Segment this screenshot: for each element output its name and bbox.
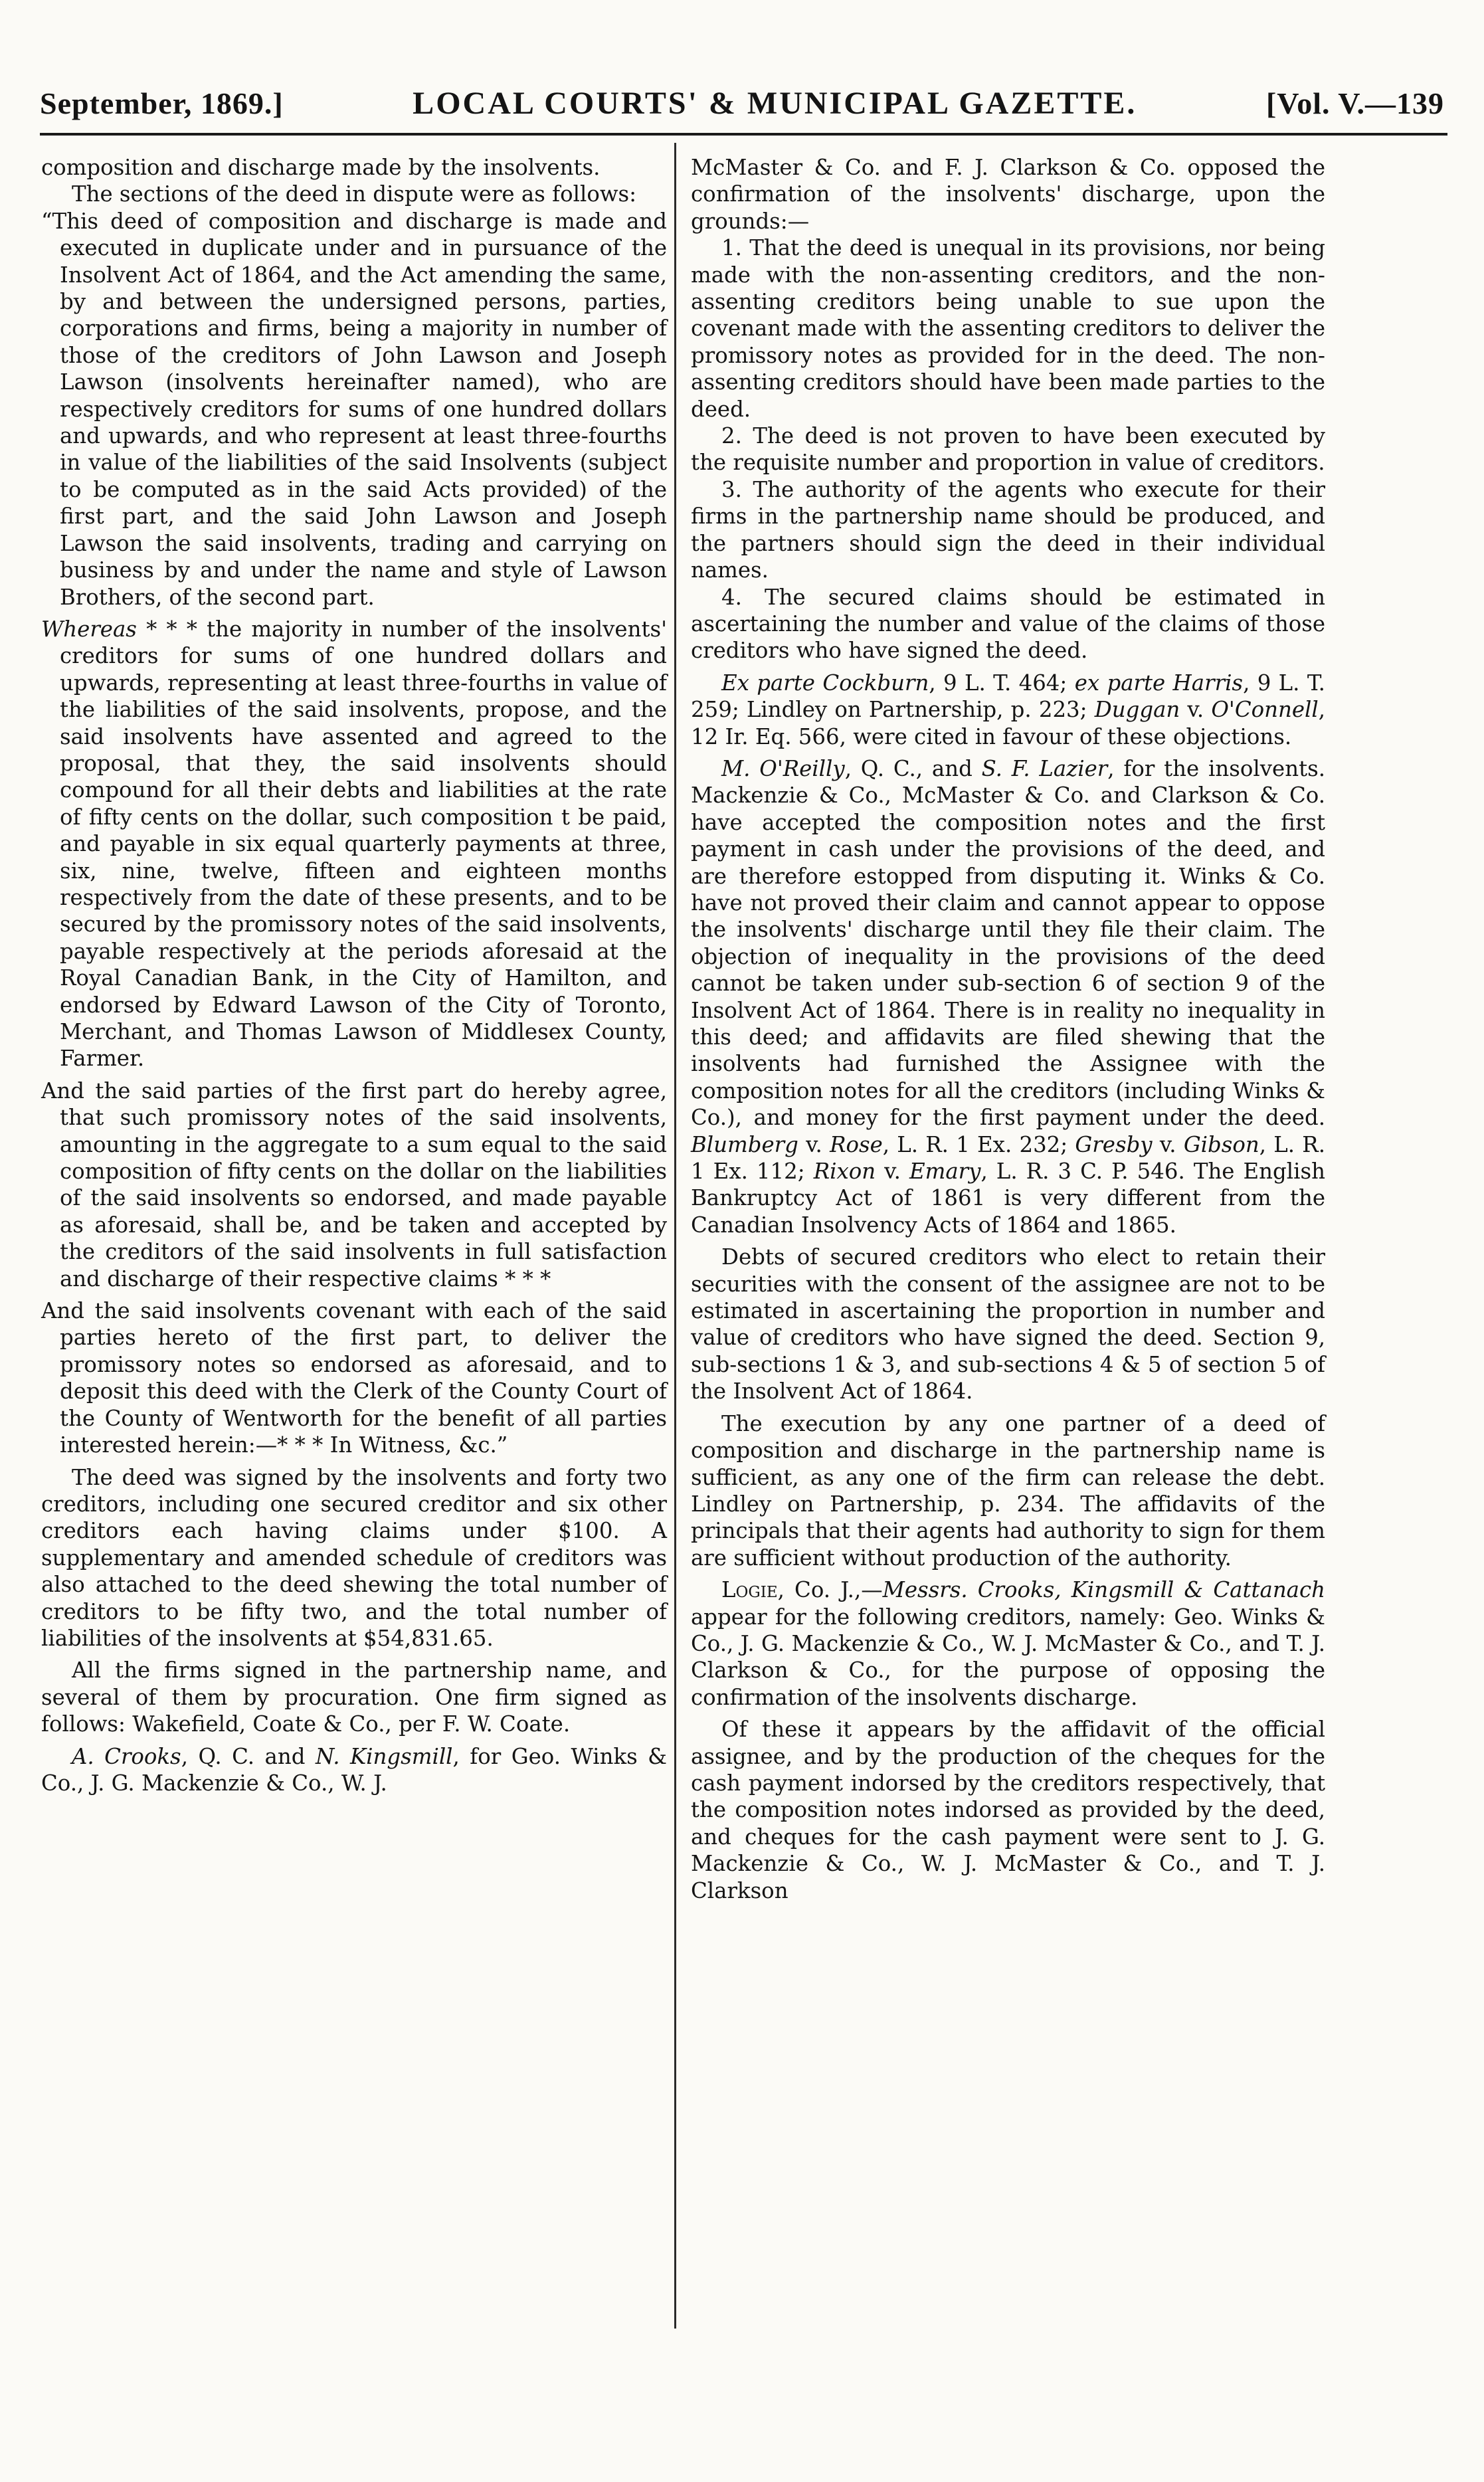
- text-run: , for the insolvents. Mackenzie & Co., McMaster & Co. and Clarkson & Co. have accepted the composition notes and the first payment in cash under the provisions of the deed, and are therefore estopped from disputing it. Winks & Co. have not proved their claim and cannot appear to oppose the insolvents' discharge until they file their claim. The objection of inequality in the provisions of the deed cannot be taken under sub-section 6 of section 9 of the Insolvent Act of 1864. There is in reality no inequality in this deed; and affidavits are filed shewing that the insolvents had furnished the Assignee with the composition notes for all the creditors (including Winks & Co.), and money for the first payment under the deed.: [691, 755, 1325, 1131]
- paragraph: McMaster & Co. and F. J. Clarkson & Co. opposed the confirmation of the insolvents' discharge, upon the grounds:—: [691, 155, 1325, 234]
- deed-covenant: And the said insolvents covenant with each of the said parties hereto of the first part, to deliver the promissory notes so endorsed as aforesaid, and to deposit this deed with the Clerk of the County Court of the County of Wentworth for the benefit of all parties interested herein:—* * * In Witness, &c.”: [41, 1298, 667, 1458]
- case-name: Rixon: [813, 1159, 876, 1185]
- header-rule: [40, 133, 1447, 136]
- running-header: [40, 76, 1444, 130]
- citations-paragraph: [691, 670, 1325, 750]
- case-name: Duggan: [1094, 697, 1180, 723]
- case-name: ex parte Harris: [1074, 670, 1244, 696]
- text-run: , Co. J.,—: [777, 1577, 883, 1603]
- paragraph: Of these it appears by the affidavit of the official assignee, and by the production of the cheques for the cash payment indorsed by the creditors respectively, that the composition notes indorsed as provided by the deed, and cheques for the cash payment were sent to J. G. Mackenzie & Co., W. J. McMaster & Co., and T. J. Clarkson: [691, 1717, 1325, 1903]
- text-run: appear for the following creditors, namely: Geo. Winks & Co., J. G. Mackenzie & Co., W. J. McMaster & Co., and T. J. Clarkson & Co., for the purpose of opposing the confirmation of the insolvents discharge.: [691, 1604, 1325, 1710]
- left-column: [41, 154, 667, 1796]
- text-run: , 12 Ir. Eq. 566, were cited in favour of these objections.: [691, 697, 1326, 749]
- counsel-paragraph: [41, 1743, 667, 1797]
- paragraph: Debts of secured creditors who elect to retain their securities with the consent of the assignee are not to be estimated in ascertaining the proportion in number and value of creditors who have signed the deed. Section 9, sub-sections 1 & 3, and sub-sections 4 & 5 of section 5 of the Insolvent Act of 1864.: [691, 1244, 1325, 1404]
- text-run: , 9 L. T. 259; Lindley on Partnership, p. 223;: [691, 670, 1325, 723]
- whereas-word: Whereas: [41, 616, 137, 642]
- ground-3: 3. The authority of the agents who execute for their firms in the partnership name should be produced, and the partners should sign the deed in their individual names.: [691, 476, 1325, 583]
- whereas-text: * * * the majority in number of the insolvents' creditors for sums of one hundred dollars and upwards, representing at least three-fourths in value of the liabilities of the said insolvents, propose, and the said insolvents have assented and agreed to the proposal, that they, the said insolvents should compound for all their debts and liabilities at the rate of fifty cents on the dollar, such composition t be paid, and payable in six equal quarterly payments at three, six, nine, twelve, fifteen and eighteen months respectively from the date of these presents, and to be secured by the promissory notes of the said insolvents, payable respectively at the periods aforesaid at the Royal Canadian Bank, in the City of Hamilton, and endorsed by Edward Lawson of the City of Toronto, Merchant, and Thomas Lawson of Middlesex County, Farmer.: [60, 616, 667, 1072]
- case-name: Blumberg: [691, 1131, 798, 1157]
- case-name: Gresby: [1075, 1131, 1153, 1157]
- counsel-name: N. Kingsmill: [315, 1743, 453, 1769]
- insolvents-argument: [691, 755, 1325, 1238]
- text-run: , Q. C. and: [181, 1743, 316, 1769]
- case-name: Emary: [909, 1159, 981, 1185]
- text-run: v.: [1152, 1131, 1184, 1157]
- text-run: , L. R. 1 Ex. 112;: [691, 1131, 1325, 1185]
- right-column: [691, 154, 1325, 1904]
- text-run: , 9 L. T. 464;: [929, 670, 1075, 696]
- case-name: O'Connell: [1211, 697, 1319, 723]
- text-run: v.: [1180, 697, 1212, 723]
- counsel-name: A. Crooks: [72, 1743, 181, 1769]
- header-title: LOCAL COURTS' & MUNICIPAL GAZETTE.: [413, 85, 1137, 121]
- ground-1: 1. That the deed is unequal in its provisions, nor being made with the non-assenting creditors, and the non-assenting creditors being unable to sue upon the covenant made with the assenting creditors to deliver the promissory notes as provided for in the deed. The non-assenting creditors should have been made parties to the deed.: [691, 235, 1325, 422]
- text-run: , L. R. 3 C. P. 546. The English Bankruptcy Act of 1861 is very different from the Canadian Insolvency Acts of 1864 and 1865.: [691, 1159, 1325, 1238]
- text-run: , Q. C., and: [844, 755, 982, 781]
- counsel-name: M. O'Reilly: [721, 755, 845, 781]
- text-run: , for Geo. Winks & Co., J. G. Mackenzie & Co., W. J.: [41, 1743, 667, 1796]
- header-date: September, 1869.]: [40, 86, 284, 120]
- text-run: , L. R. 1 Ex. 232;: [882, 1131, 1075, 1157]
- deed-quote: “This deed of composition and discharge is made and executed in duplicate under and in pursuance of the Insolvent Act of 1864, and the Act amending the same, by and between the undersigned persons, parties, corporations and firms, being a majority in number of those of the creditors of John Lawson and Joseph Lawson (insolvents hereinafter named), who are respectively creditors for sums of one hundred dollars and upwards, and who represent at least three-fourths in value of the liabilities of the said Insolvents (subject to be computed as in the said Acts provided) of the first part, and the said John Lawson and Joseph Lawson the said insolvents, trading and carrying on business by and under the name and style of Lawson Brothers, of the second part.: [41, 208, 667, 610]
- paragraph: All the firms signed in the partnership name, and several of them by procuration. One firm signed as follows: Wakefield, Coate & Co., per F. W. Coate.: [41, 1658, 667, 1737]
- case-name: Rose: [830, 1131, 883, 1157]
- counsel-name: S. F. Lazier: [981, 755, 1108, 781]
- ground-4: 4. The secured claims should be estimated in ascertaining the number and value of the claims of those creditors who have signed the deed.: [691, 584, 1325, 664]
- paragraph: The sections of the deed in dispute were as follows:: [72, 181, 637, 207]
- ground-2: 2. The deed is not proven to have been executed by the requisite number and proportion in value of creditors.: [691, 423, 1325, 476]
- header-volume: [Vol. V.—139: [1265, 86, 1444, 120]
- paragraph: The execution by any one partner of a deed of composition and discharge in the partnership name is sufficient, as any one of the firm can release the debt. Lindley on Partnership, p. 234. The affidavits of the principals that their agents had authority to sign for them are sufficient without production of the authority.: [691, 1410, 1325, 1571]
- deed-whereas: [41, 616, 667, 1072]
- text-run: v.: [798, 1131, 830, 1157]
- counsel-name: Messrs. Crooks, Kingsmill & Cattanach: [882, 1577, 1325, 1603]
- judgment-paragraph: [691, 1576, 1325, 1711]
- text-run: v.: [876, 1159, 909, 1185]
- paragraph: The deed was signed by the insolvents and forty two creditors, including one secured creditor and six other creditors each having claims under $100. A supplementary and amended schedule of creditors was also attached to the deed shewing the total number of creditors to be fifty two, and the total number of liabilities of the insolvents at $54,831.65.: [41, 1464, 667, 1651]
- case-name: Ex parte Cockburn: [721, 670, 929, 696]
- column-divider: [674, 143, 676, 2329]
- paragraph: composition and discharge made by the insolvents.: [41, 155, 601, 180]
- deed-agreement: And the said parties of the first part do hereby agree, that such promissory notes of the said insolvents, amounting in the aggregate to a sum equal to the said composition of fifty cents on the dollar on the liabilities of the said insolvents so endorsed, and made payable as aforesaid, shall be, and be taken and accepted by the creditors of the said insolvents in full satisfaction and discharge of their respective claims * * *: [41, 1078, 667, 1291]
- case-name: Gibson: [1183, 1131, 1259, 1157]
- judge-name: Logie: [721, 1577, 778, 1603]
